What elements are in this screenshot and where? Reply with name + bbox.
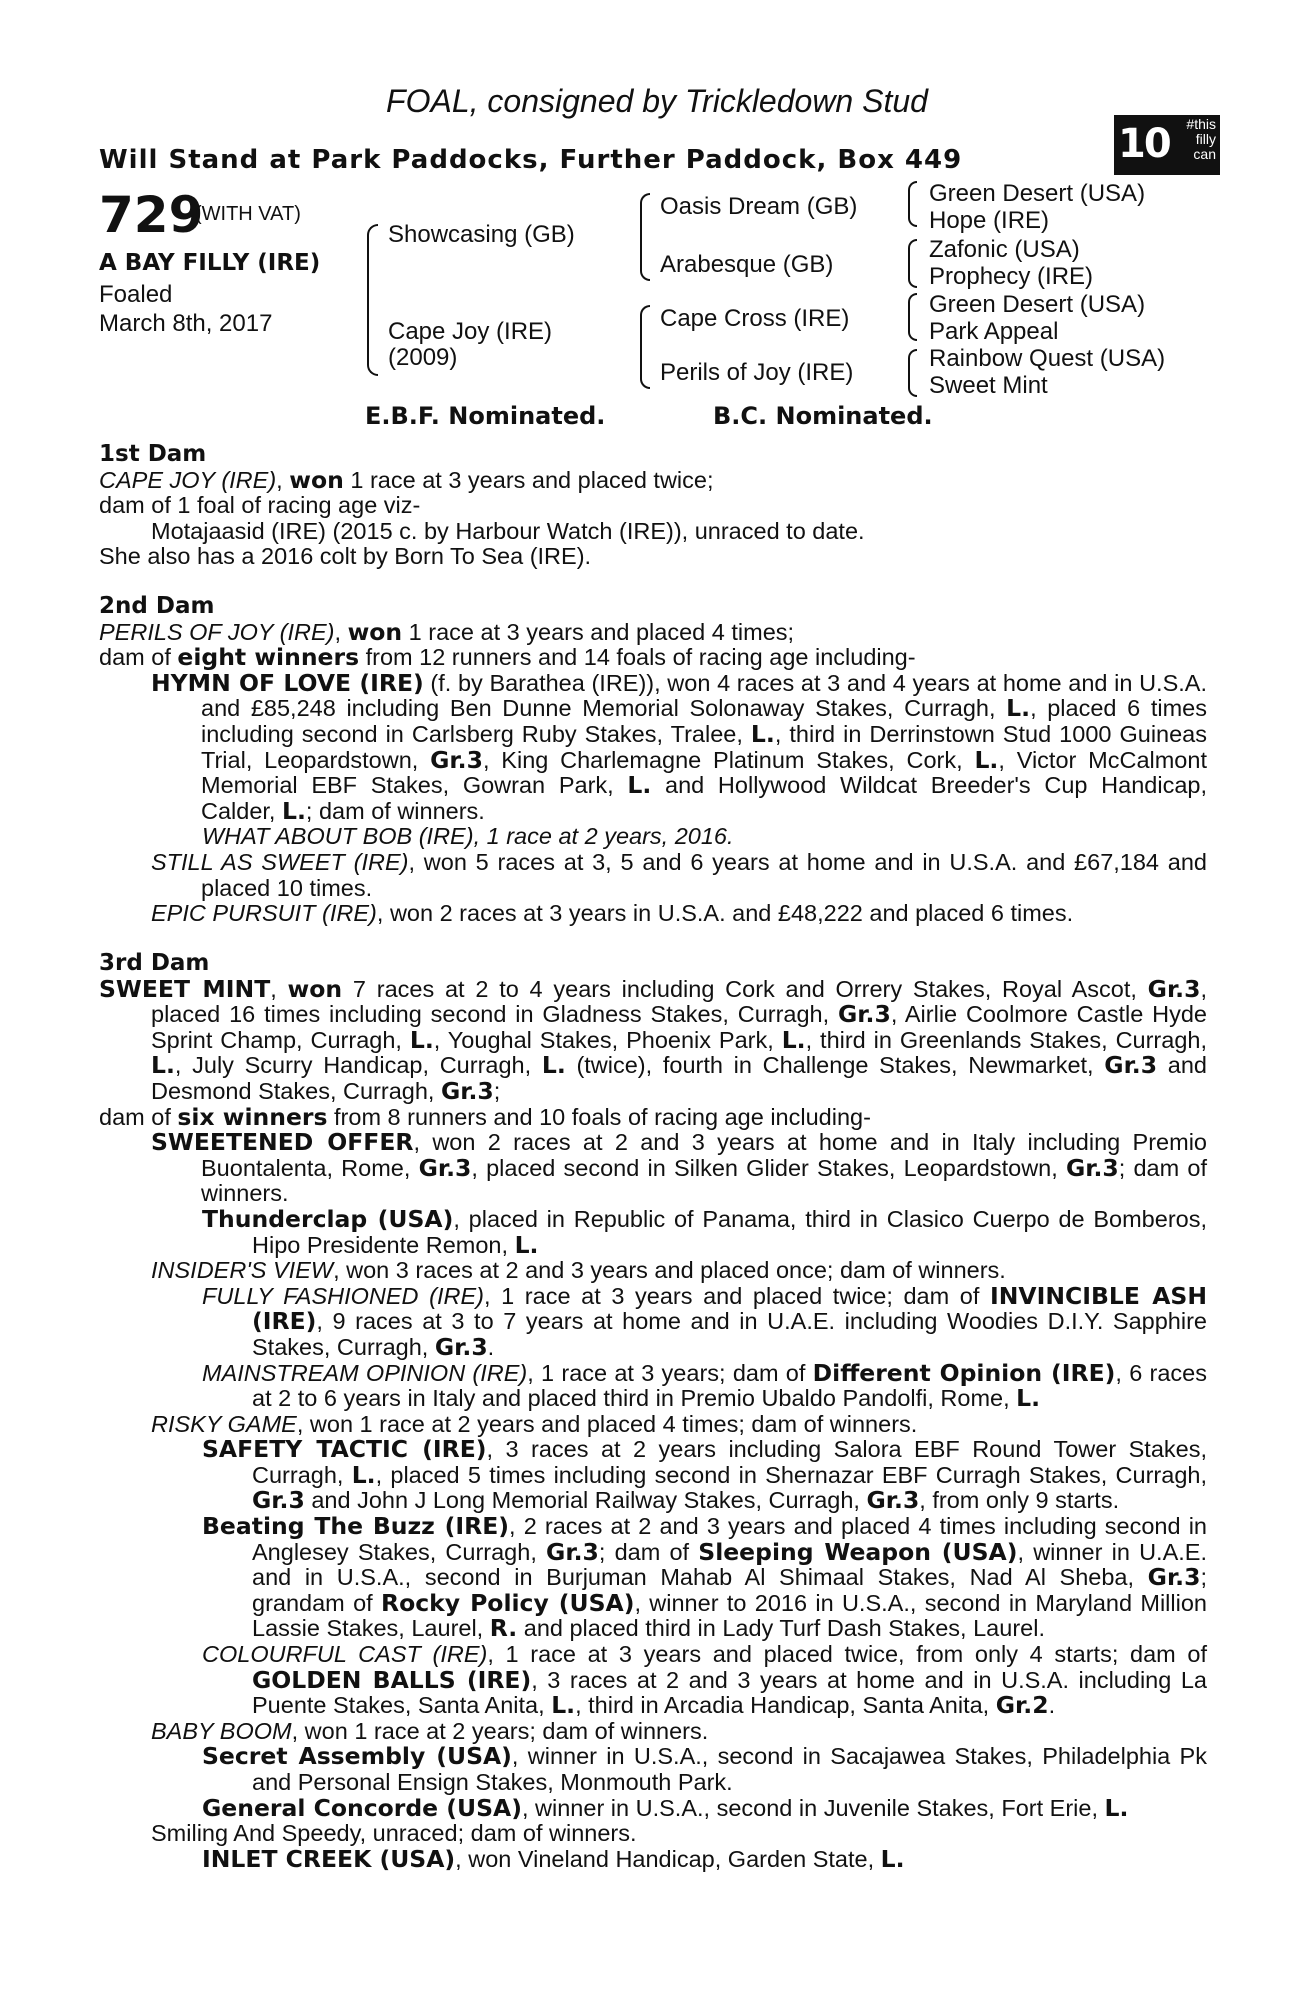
bc-nominated: B.C. Nominated. [713,402,933,430]
text: , July Scurry Handicap, Curragh, [174,1052,542,1079]
group-tag: Gr.2 [995,1691,1049,1720]
text: , 6 races at 2 to 6 years in Italy and placed third in Premio Ubaldo Pandolfi, Rome, [252,1359,1207,1412]
group-tag: Gr.3 [838,1000,891,1029]
badge-line-3: can [1193,146,1216,162]
first-dam-offspring: Motajaasid (IRE) (2015 c. by Harbour Watch (IRE)), unraced to date. [151,517,865,544]
group-tag: Gr.3 [430,745,483,774]
progeny-name: FULLY FASHIONED (IRE) [202,1282,484,1309]
text: , third in Derrinstown Stud 1000 Guineas Trial, Leopardstown, [201,720,1207,773]
text: (f. by Barathea (IRE)), won 4 races at 3 and 4 years at home and in U.S.A. and £85,248 including Ben Dunne Memorial Solonaway Stakes, Curragh, [201,669,1207,722]
group-tag: Gr.3 [1147,974,1201,1003]
progeny-name: SWEETENED OFFER [151,1128,414,1157]
progeny-name: HYMN OF LOVE (IRE) [151,668,424,697]
progeny-thunderclap [99,1204,1207,1259]
listed-tag: L. [1006,694,1031,723]
brace-g4 [908,349,917,397]
first-dam-heading: 1st Dam [99,441,207,467]
text: , placed 5 times including second in Shernazar EBF Curragh Stakes, Curragh, [375,1461,1207,1488]
progeny-name: SAFETY TACTIC (IRE) [202,1435,487,1464]
text: , King Charlemagne Platinum Stakes, Cork, [482,746,975,773]
badge-number: 10 [1118,121,1170,167]
listed-tag: L. [541,1051,566,1080]
brace-g2 [908,239,917,288]
text: , Youghal Stakes, Phoenix Park, [433,1026,782,1053]
text: ; [493,1077,501,1104]
progeny-insiders-view [99,1258,1207,1284]
brace-g1 [908,181,917,227]
lot-number: 729 [99,186,204,244]
sire-name: Showcasing (GB) [388,221,575,248]
listed-tag: L. [627,771,652,800]
progeny-safety-tactic [99,1437,1207,1514]
group-tag: Gr.3 [1147,1563,1201,1592]
text: ; grandam of [252,1564,1207,1616]
listed-tag: L. [514,1230,539,1259]
grandparent-3: Zafonic (USA) [929,236,1080,263]
text: and placed third in Lady Turf Dash Stakes, Laurel. [517,1615,1045,1642]
progeny-name: INSIDER'S VIEW [151,1257,334,1284]
group-tag: Gr.3 [252,1486,305,1515]
text: , 2 races at 2 and 3 years and placed 4 times including second in Anglesey Stakes, Curragh, [252,1513,1207,1565]
first-dam-section [99,442,1207,570]
progeny-general-concorde [99,1793,1207,1822]
text: (twice), fourth in Challenge Stakes, Newmarket, [565,1052,1105,1079]
group-tag: Gr.3 [418,1153,472,1182]
third-dam-summary [99,1102,1207,1131]
text: , 9 races at 3 to 7 years at home and in U.A.E. including Woodies D.I.Y. Sapphire Stakes, Curragh, [252,1308,1207,1360]
text: , won 1 race at 2 years and placed 4 times; dam of winners. [296,1410,918,1437]
progeny-name: INVINCIBLE ASH (IRE) [252,1281,1208,1336]
text: , 1 race at 3 years and placed twice; dam of [483,1282,991,1309]
grandparent-6: Park Appeal [929,318,1059,345]
text: , 1 race at 2 years, 2016. [473,823,734,850]
second-dam-heading: 2nd Dam [99,593,215,619]
badge-line-2: filly [1195,131,1216,147]
progeny-still-as-sweet [99,850,1207,901]
text: , placed 16 times including second in Gladness Stakes, Curragh, [151,975,1207,1028]
badge-line-1: #this [1186,116,1216,132]
listed-tag: L. [750,719,775,748]
text: , placed in Republic of Panama, third in Clasico Cuerpo de Bomberos, Hipo Presidente Remon, [252,1205,1207,1258]
second-dam-record: PERILS OF JOY (IRE), won 1 race at 3 years and placed 4 times; [99,617,795,646]
listed-tag: L. [1016,1384,1041,1413]
first-dam-foals: dam of 1 foal of racing age viz- [99,492,421,519]
grandparent-1: Green Desert (USA) [929,180,1146,207]
listed-tag: L. [551,1691,576,1720]
text: . [1048,1692,1056,1719]
stabling-header: Will Stand at Park Paddocks, Further Paddock, Box 449 [99,145,963,175]
text: from 12 runners and 14 foals of racing age including- [359,644,916,671]
first-dam-name: CAPE JOY (IRE) [99,466,277,493]
sire-sire-name: Oasis Dream (GB) [660,193,858,220]
brace-parents [367,224,378,376]
text: dam of [99,1103,178,1130]
foaled-date: March 8th, 2017 [99,310,273,337]
progeny-name: Rocky Policy (USA) [380,1588,635,1617]
grandparent-8: Sweet Mint [929,372,1048,399]
progeny-hymn-of-love [99,668,1207,825]
text: , Victor McCalmont Memorial EBF Stakes, Gowran Park, [201,746,1207,799]
won-word: won [287,974,343,1003]
group-tag: Gr.3 [434,1332,488,1361]
text: from 8 runners and 10 foals of racing age including- [327,1103,871,1130]
badge-hashtag [1174,117,1216,162]
progeny-sweetened-offer [99,1130,1207,1207]
progeny-name: Different Opinion (IRE) [812,1358,1116,1387]
text: , winner in U.S.A., second in Juvenile Stakes, Fort Erie, [521,1794,1105,1821]
lot-vat: (WITH VAT) [195,203,301,225]
text: , 1 race at 3 years; dam of [527,1359,813,1386]
sire-dam-name: Arabesque (GB) [660,251,834,278]
text: , third in Greenlands Stakes, Curragh, [805,1026,1207,1053]
listed-tag: L. [781,1025,806,1054]
grandparent-4: Prophecy (IRE) [929,263,1094,290]
group-tag: Gr.3 [546,1537,599,1566]
foaled-info [99,280,272,338]
progeny-risky-game [99,1412,1207,1438]
listed-tag: L. [351,1460,376,1489]
text: dam of [99,644,178,671]
listed-tag: L. [151,1051,175,1080]
progeny-inlet-creek [99,1844,1207,1873]
progeny-baby-boom [99,1719,1207,1745]
restricted-tag: R. [489,1614,518,1643]
progeny-name: Sleeping Weapon (USA) [698,1537,1018,1566]
first-dam-also: She also has a 2016 colt by Born To Sea (IRE). [99,543,592,570]
dam-year: (2009) [388,344,458,371]
won-word: won [289,465,344,494]
group-tag: Gr.3 [1104,1051,1158,1080]
third-dam-heading: 3rd Dam [99,950,210,976]
progeny-mainstream-opinion [99,1358,1207,1413]
progeny-name: EPIC PURSUIT (IRE) [151,900,377,927]
progeny-name: COLOURFUL CAST (IRE) [202,1641,488,1668]
grandparent-2: Hope (IRE) [929,207,1050,234]
winners-count: six winners [177,1102,328,1131]
brace-sire [640,193,650,281]
text: , Airlie Coolmore Castle Hyde Sprint Champ, Curragh, [151,1001,1207,1053]
progeny-fully-fashioned [99,1281,1208,1361]
text: , won 5 races at 3, 5 and 6 years at home and in U.S.A. and £67,184 and placed 10 times. [201,848,1207,901]
listed-tag: L. [1104,1793,1129,1822]
third-dam-record: SWEET MINT, won 7 races at 2 to 4 years including Cork and Orrery Stakes, Royal Ascot, Gr.3, placed 16 times including second in Gladness Stakes, Curragh, Gr.3, Airlie Coolmore Castle Hyde Sprint Champ, Curragh, L., Youghal Stakes, Phoenix Park, L., third in Greenlands Stakes, Curragh, L., July Scurry Handicap, Curragh, L. (twice), fourth in Challenge Stakes, Newmarket, Gr.3 and Desmond Stakes, Curragh, Gr.3; [99,974,1207,1105]
progeny-name: BABY BOOM [151,1717,292,1744]
dam-dam-name: Perils of Joy (IRE) [660,359,854,386]
text: , placed 6 times including second in Carlsberg Ruby Stakes, Tralee, [201,695,1207,747]
second-dam-section [99,594,1207,927]
text: , 3 races at 2 and 3 years at home and in U.S.A. including La Puente Stakes, Santa Anita, [252,1666,1207,1719]
first-dam-record-text: 1 race at 3 years and placed twice; [343,466,714,493]
progeny-epic-pursuit [99,901,1207,927]
third-dam-name: SWEET MINT [99,974,271,1003]
group-tag: Gr.3 [1065,1153,1119,1182]
progeny-name: WHAT ABOUT BOB (IRE) [202,823,474,850]
progeny-name: STILL AS SWEET (IRE) [151,848,409,875]
text: , from only 9 starts. [919,1487,1120,1514]
brace-dam [640,305,650,389]
second-dam-name: PERILS OF JOY (IRE) [99,618,335,645]
text: , winner in U.S.A., second in Sacajawea Stakes, Philadelphia Pk and Personal Ensign Stakes, Monmouth Park. [252,1743,1207,1795]
text: and Desmond Stakes, Curragh, [151,1052,1207,1104]
third-dam-section [99,951,1207,1872]
first-dam-record: CAPE JOY (IRE), won 1 race at 3 years and placed twice; [99,465,714,494]
grandparent-7: Rainbow Quest (USA) [929,345,1166,372]
progeny-secret-assembly [99,1744,1207,1795]
progeny-colourful-cast [99,1642,1207,1719]
ten-badge-logo [1114,115,1220,175]
text: , winner in U.A.E. and in U.S.A., second in Burjuman Mahab Al Shimaal Stakes, Nad Al Sheba, [252,1538,1207,1591]
listed-tag: L. [880,1844,905,1873]
text: , placed second in Silken Glider Stakes, Leopardstown, [471,1154,1066,1181]
text: , won 2 races at 2 and 3 years at home and in Italy including Premio Buontalenta, Rome, [201,1129,1207,1181]
progeny-name: Beating The Buzz (IRE) [202,1512,510,1541]
text: , won Vineland Handicap, Garden State, [455,1845,881,1872]
text: , won 3 races at 2 and 3 years and placed once; dam of winners. [333,1257,1006,1284]
progeny-name: Secret Assembly (USA) [202,1742,512,1771]
text: , 3 races at 2 years including Salora EBF Round Tower Stakes, Curragh, [252,1436,1207,1488]
foaled-label: Foaled [99,281,173,308]
dam-name: Cape Joy (IRE) [388,318,553,345]
grandparent-5: Green Desert (USA) [929,291,1146,318]
progeny-name: General Concorde (USA) [202,1793,522,1822]
group-tag: Gr.3 [440,1076,494,1105]
text: and John J Long Memorial Railway Stakes, Curragh, [304,1487,867,1514]
text: , 1 race at 3 years and placed twice, from only 4 starts; dam of [487,1641,1207,1668]
horse-name: A BAY FILLY (IRE) [99,250,321,276]
dam-sire-name: Cape Cross (IRE) [660,305,850,332]
listed-tag: L. [974,745,999,774]
text: ; dam of winners. [305,797,485,824]
listed-tag: L. [282,796,306,825]
winners-count: eight winners [177,643,360,672]
text: , won 1 race at 2 years; dam of winners. [291,1717,709,1744]
progeny-what-about-bob [99,824,1207,850]
won-word: won [347,617,403,646]
text: ; dam of winners. [201,1154,1207,1207]
listed-tag: L. [409,1025,434,1054]
brace-g3 [908,293,917,341]
progeny-beating-the-buzz [99,1514,1207,1642]
progeny-name: RISKY GAME [151,1410,297,1437]
text: , third in Arcadia Handicap, Santa Anita, [575,1692,996,1719]
catalogue-title: FOAL, consigned by Trickledown Stud [386,83,928,119]
text: 7 races at 2 to 4 years including Cork and Orrery Stakes, Royal Ascot, [342,975,1148,1002]
text: ; dam of [598,1538,699,1565]
text: and Hollywood Wildcat Breeder's Cup Handicap, Calder, [201,772,1207,824]
text: . [487,1333,495,1360]
text: , won 2 races at 3 years in U.S.A. and £48,222 and placed 6 times. [376,900,1074,927]
progeny-name: GOLDEN BALLS (IRE) [252,1665,532,1694]
second-dam-summary [99,645,1207,671]
progeny-name: Thunderclap (USA) [202,1204,454,1233]
ebf-nominated: E.B.F. Nominated. [365,402,606,430]
record-text: 1 race at 3 years and placed 4 times; [402,618,795,645]
progeny-name: MAINSTREAM OPINION (IRE) [202,1359,528,1386]
progeny-name: INLET CREEK (USA) [202,1844,456,1873]
text: , winner to 2016 in U.S.A., second in Maryland Million Lassie Stakes, Laurel, [252,1589,1207,1642]
progeny-smiling-and-speedy: Smiling And Speedy, unraced; dam of winners. [151,1820,637,1847]
group-tag: Gr.3 [866,1486,920,1515]
